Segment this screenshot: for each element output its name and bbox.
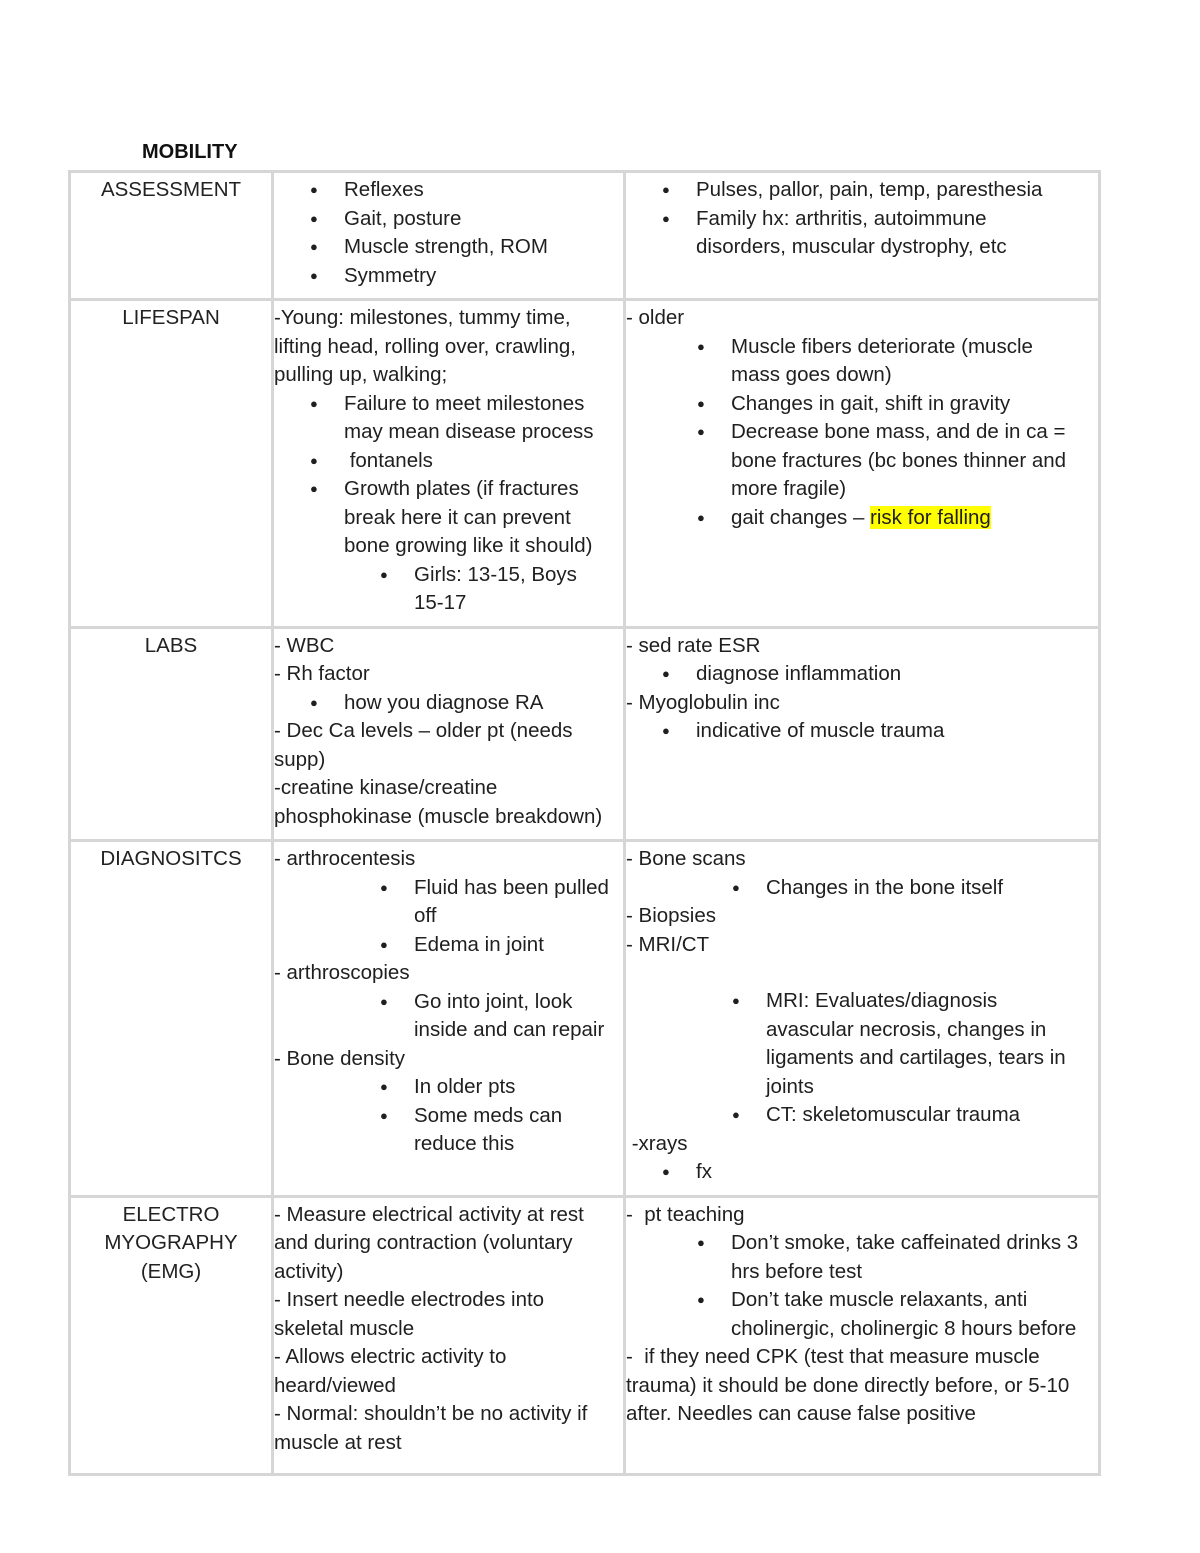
text-line: reduce this bbox=[414, 1132, 515, 1155]
text-line: heard/viewed bbox=[274, 1373, 396, 1397]
list-item bbox=[274, 874, 623, 931]
bullet-list bbox=[274, 1073, 623, 1159]
text-line: off bbox=[414, 904, 437, 927]
list-item bbox=[274, 390, 623, 447]
list-item: ● how you diagnose RA bbox=[274, 689, 623, 718]
text-line: -creatine kinase/creatine bbox=[274, 776, 498, 799]
text-line: trauma) it should be done directly before, or 5-10 bbox=[626, 1373, 1070, 1397]
bullet-list bbox=[626, 874, 1098, 903]
bullet-list bbox=[626, 1158, 1098, 1187]
text-line: phosphokinase (muscle breakdown) bbox=[274, 804, 603, 828]
text-line: ● Failure to meet milestones bbox=[344, 391, 585, 415]
labs-col3 bbox=[625, 627, 1100, 841]
lifespan-row bbox=[70, 300, 1100, 628]
list-item bbox=[274, 475, 623, 561]
emg-col2 bbox=[273, 1196, 625, 1474]
text-line: -Young: milestones, tummy time, bbox=[274, 306, 571, 329]
text-line: may mean disease process bbox=[344, 420, 594, 443]
bullet-list bbox=[626, 333, 1098, 533]
text-line: ● Decrease bone mass, and de in ca = bbox=[731, 420, 1066, 443]
bullet-list bbox=[626, 717, 1098, 746]
text-line: disorders, muscular dystrophy, etc bbox=[696, 235, 1007, 258]
text-line: (EMG) bbox=[140, 1259, 202, 1283]
text-line: - Rh factor bbox=[274, 662, 370, 685]
list-item bbox=[626, 504, 1098, 533]
list-item bbox=[626, 333, 1098, 390]
text-line: inside and can repair bbox=[414, 1018, 605, 1041]
bullet-list bbox=[274, 390, 623, 561]
text-line: bone growing like it should) bbox=[344, 534, 593, 557]
list-item bbox=[626, 1229, 1098, 1286]
list-item bbox=[274, 1102, 623, 1159]
mobility-table bbox=[68, 170, 1101, 1476]
text-line: - Allows electric activity to bbox=[274, 1345, 507, 1368]
text-line: - MRI/CT bbox=[626, 932, 710, 956]
text-span: gait changes – bbox=[731, 505, 871, 529]
list-item: ● In older pts bbox=[274, 1073, 623, 1102]
row-header-emg bbox=[70, 1196, 273, 1474]
lifespan-col2 bbox=[273, 300, 625, 628]
text-line: 15-17 bbox=[414, 591, 467, 614]
list-item: ● Pulses, pallor, pain, temp, paresthesia bbox=[626, 176, 1098, 205]
list-item: ● Symmetry bbox=[274, 262, 623, 291]
text-line: - Bone density bbox=[274, 1046, 406, 1070]
list-item: ● Changes in the bone itself bbox=[626, 874, 1098, 903]
list-item bbox=[626, 205, 1098, 262]
assessment-row bbox=[70, 172, 1100, 300]
text-line: pulling up, walking; bbox=[274, 363, 448, 386]
sub-bullet-list bbox=[274, 561, 623, 618]
text-line: - if they need CPK (test that measure muscle bbox=[626, 1345, 1040, 1368]
list-item: ● Changes in gait, shift in gravity bbox=[626, 390, 1098, 419]
text-line: skeletal muscle bbox=[274, 1316, 415, 1340]
bullet-list bbox=[274, 689, 623, 718]
text-line: - arthrocentesis bbox=[274, 847, 416, 870]
text-line: ● Girls: 13-15, Boys bbox=[414, 562, 577, 586]
text-line: -xrays bbox=[626, 1131, 688, 1155]
text-line: - Bone scans bbox=[626, 847, 746, 870]
lifespan-col3 bbox=[625, 300, 1100, 628]
list-item bbox=[626, 1286, 1098, 1343]
text-line: - older bbox=[626, 306, 685, 329]
text-line: ligaments and cartilages, tears in bbox=[766, 1046, 1066, 1069]
text-line: - pt teaching bbox=[626, 1202, 745, 1226]
text-line: lifting head, rolling over, crawling, bbox=[274, 334, 576, 358]
bullet-list bbox=[274, 988, 623, 1045]
text-line: ELECTRO bbox=[122, 1202, 220, 1226]
text-line: ● Some meds can bbox=[414, 1103, 563, 1127]
bullet-list bbox=[626, 660, 1098, 689]
list-item bbox=[274, 561, 623, 618]
text-line: avascular necrosis, changes in bbox=[766, 1017, 1047, 1041]
text-line: supp) bbox=[274, 747, 326, 771]
row-header-lifespan: LIFESPAN bbox=[70, 300, 273, 628]
bullet-list bbox=[626, 987, 1098, 1130]
text-line: - Measure electrical activity at rest bbox=[274, 1202, 584, 1226]
list-item: ● indicative of muscle trauma bbox=[626, 717, 1098, 746]
text-line: - Insert needle electrodes into bbox=[274, 1288, 545, 1311]
text-line: break here it can prevent bbox=[344, 505, 571, 529]
text-line: more fragile) bbox=[731, 477, 847, 500]
assessment-col3 bbox=[625, 172, 1100, 300]
text-line: mass goes down) bbox=[731, 363, 892, 386]
list-item: ● Gait, posture bbox=[274, 205, 623, 234]
bullet-list bbox=[626, 1229, 1098, 1343]
text-line: activity) bbox=[274, 1259, 344, 1283]
text-line: ● Family hx: arthritis, autoimmune bbox=[696, 206, 987, 230]
text-line: ● Don’t take muscle relaxants, anti bbox=[731, 1288, 1028, 1311]
page-title: MOBILITY bbox=[142, 141, 238, 163]
text-line: cholinergic, cholinergic 8 hours before bbox=[731, 1316, 1077, 1340]
bullet-list bbox=[626, 176, 1098, 262]
highlighted-text: risk for falling bbox=[870, 505, 991, 529]
text-line: - Biopsies bbox=[626, 904, 717, 927]
assessment-col2 bbox=[273, 172, 625, 300]
text-line: - arthroscopies bbox=[274, 961, 410, 984]
text-line: ● Growth plates (if fractures bbox=[344, 477, 579, 500]
list-item: ● CT: skeletomuscular trauma bbox=[626, 1101, 1098, 1130]
text-line: - WBC bbox=[274, 633, 335, 657]
row-header-labs: LABS bbox=[70, 627, 273, 841]
row-header-diagnostics: DIAGNOSITCS bbox=[70, 841, 273, 1197]
diagnostics-col2 bbox=[273, 841, 625, 1197]
row-header-assessment: ASSESSMENT bbox=[70, 172, 273, 300]
text-line: and during contraction (voluntary bbox=[274, 1231, 573, 1254]
list-item bbox=[626, 987, 1098, 1101]
text-line: joints bbox=[766, 1074, 814, 1098]
list-item bbox=[626, 418, 1098, 504]
list-item: ● Edema in joint bbox=[274, 931, 623, 960]
list-item bbox=[274, 988, 623, 1045]
text-line: - Normal: shouldn’t be no activity if bbox=[274, 1402, 588, 1425]
text-line: ● Go into joint, look bbox=[414, 989, 573, 1013]
list-item: ● fx bbox=[626, 1158, 1098, 1187]
text-line: MYOGRAPHY bbox=[104, 1231, 238, 1254]
labs-row bbox=[70, 627, 1100, 841]
text-line: ● MRI: Evaluates/diagnosis bbox=[766, 989, 998, 1012]
bullet-list bbox=[274, 176, 623, 290]
list-item: ● fontanels bbox=[274, 447, 623, 476]
text-line: ● Don’t smoke, take caffeinated drinks 3 bbox=[731, 1231, 1079, 1254]
text-line: ● Muscle fibers deteriorate (muscle bbox=[731, 334, 1033, 358]
labs-col2 bbox=[273, 627, 625, 841]
emg-row bbox=[70, 1196, 1100, 1474]
text-line: - Myoglobulin inc bbox=[626, 690, 780, 714]
text-line: after. Needles can cause false positive bbox=[626, 1402, 976, 1425]
text-line: muscle at rest bbox=[274, 1430, 402, 1454]
text-line: ● Fluid has been pulled bbox=[414, 875, 609, 899]
text-line: - Dec Ca levels – older pt (needs bbox=[274, 719, 573, 742]
text-line: - sed rate ESR bbox=[626, 633, 761, 657]
diagnostics-col3 bbox=[625, 841, 1100, 1197]
list-item: ● diagnose inflammation bbox=[626, 660, 1098, 689]
text-line: bone fractures (bc bones thinner and bbox=[731, 448, 1067, 472]
list-item: ● Muscle strength, ROM bbox=[274, 233, 623, 262]
bullet-list bbox=[274, 874, 623, 960]
spacer bbox=[626, 959, 1098, 987]
text-line: hrs before test bbox=[731, 1259, 863, 1283]
diagnostics-row bbox=[70, 841, 1100, 1197]
emg-col3 bbox=[625, 1196, 1100, 1474]
list-item: ● Reflexes bbox=[274, 176, 623, 205]
